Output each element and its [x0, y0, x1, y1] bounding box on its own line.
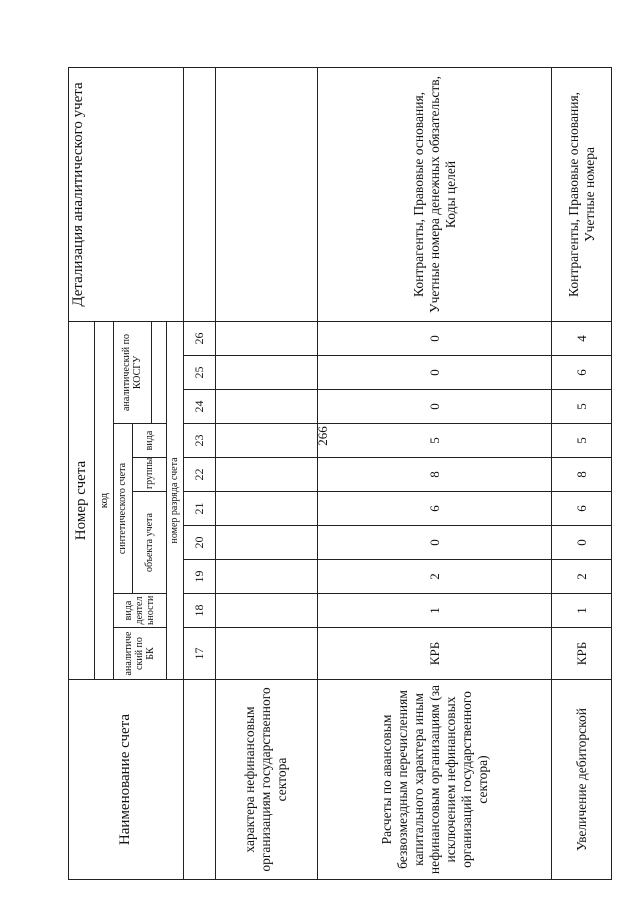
- column-number: 17: [183, 628, 215, 680]
- row-value: 1: [552, 594, 612, 628]
- column-number: 18: [183, 594, 215, 628]
- row-detail: Контрагенты, Правовые основания, Учетные номера денежных обязательств, Коды целей: [318, 67, 552, 321]
- row-value: [215, 390, 317, 424]
- row-value: 0: [318, 526, 552, 560]
- row-value: 0: [318, 321, 552, 355]
- row-value: 0: [318, 390, 552, 424]
- row-detail: [215, 67, 317, 321]
- row-name: Расчеты по авансовым безвозмездным перечислениям капитального характера иным нефинансовым организациям (за исключением нефинансовых организаций государственного сектора): [318, 680, 552, 880]
- row-value: [215, 594, 317, 628]
- column-number: 22: [183, 458, 215, 492]
- header-activity-type: вида деятел ьности: [113, 594, 166, 628]
- colnum-name-empty: [183, 680, 215, 880]
- row-value: 6: [318, 492, 552, 526]
- header-kind: вида: [132, 424, 166, 458]
- row-value: [215, 458, 317, 492]
- row-value: [215, 492, 317, 526]
- row-value: 6: [552, 356, 612, 390]
- row-value: 4: [552, 321, 612, 355]
- table-row: [552, 67, 612, 879]
- accounts-table: [68, 67, 612, 880]
- row-value: 5: [318, 424, 552, 458]
- header-code: код: [94, 321, 113, 679]
- header-account-number: Номер счета: [69, 321, 95, 679]
- row-value: 5: [552, 424, 612, 458]
- column-number: 26: [183, 321, 215, 355]
- row-detail: Контрагенты, Правовые основания, Учетные номера: [552, 67, 612, 321]
- header-digit-number: номер разряда счета: [166, 321, 183, 679]
- header-analytic-kosgu: аналитический по КОСГУ: [113, 321, 151, 423]
- column-number: 24: [183, 390, 215, 424]
- colnum-detail-empty: [183, 67, 215, 321]
- row-value: 5: [552, 390, 612, 424]
- header-kosgu-spacer: [152, 321, 167, 423]
- row-name: Увеличение дебиторской: [552, 680, 612, 880]
- row-value: 2: [552, 560, 612, 594]
- table-row: [318, 67, 552, 879]
- row-value: 0: [552, 526, 612, 560]
- row-value: [215, 321, 317, 355]
- row-value: 0: [318, 356, 552, 390]
- row-value: [215, 628, 317, 680]
- header-analytic-bk: аналитиче ский по БК: [113, 628, 166, 680]
- row-value: КРБ: [552, 628, 612, 680]
- row-value: 1: [318, 594, 552, 628]
- column-number: 25: [183, 356, 215, 390]
- table-row: [215, 67, 317, 879]
- header-account-object: объекта учета: [132, 492, 166, 594]
- column-number: 20: [183, 526, 215, 560]
- row-value: [215, 356, 317, 390]
- row-name: характера нефинансовым организациям государственного сектора: [215, 680, 317, 880]
- row-value: 2: [318, 560, 552, 594]
- row-value: [215, 560, 317, 594]
- header-name: Наименование счета: [69, 680, 184, 880]
- row-value: 8: [552, 458, 612, 492]
- header-detail: Детализация аналитического учета: [69, 67, 184, 321]
- rotated-table-block: [68, 68, 612, 880]
- row-value: 8: [318, 458, 552, 492]
- page-number: 266: [315, 426, 330, 446]
- header-group: группы: [132, 458, 166, 492]
- column-number: 21: [183, 492, 215, 526]
- row-value: 6: [552, 492, 612, 526]
- row-value: [215, 424, 317, 458]
- column-number: 19: [183, 560, 215, 594]
- row-value: КРБ: [318, 628, 552, 680]
- column-number: 23: [183, 424, 215, 458]
- header-synthetic: синтетического счета: [113, 424, 132, 594]
- row-value: [215, 526, 317, 560]
